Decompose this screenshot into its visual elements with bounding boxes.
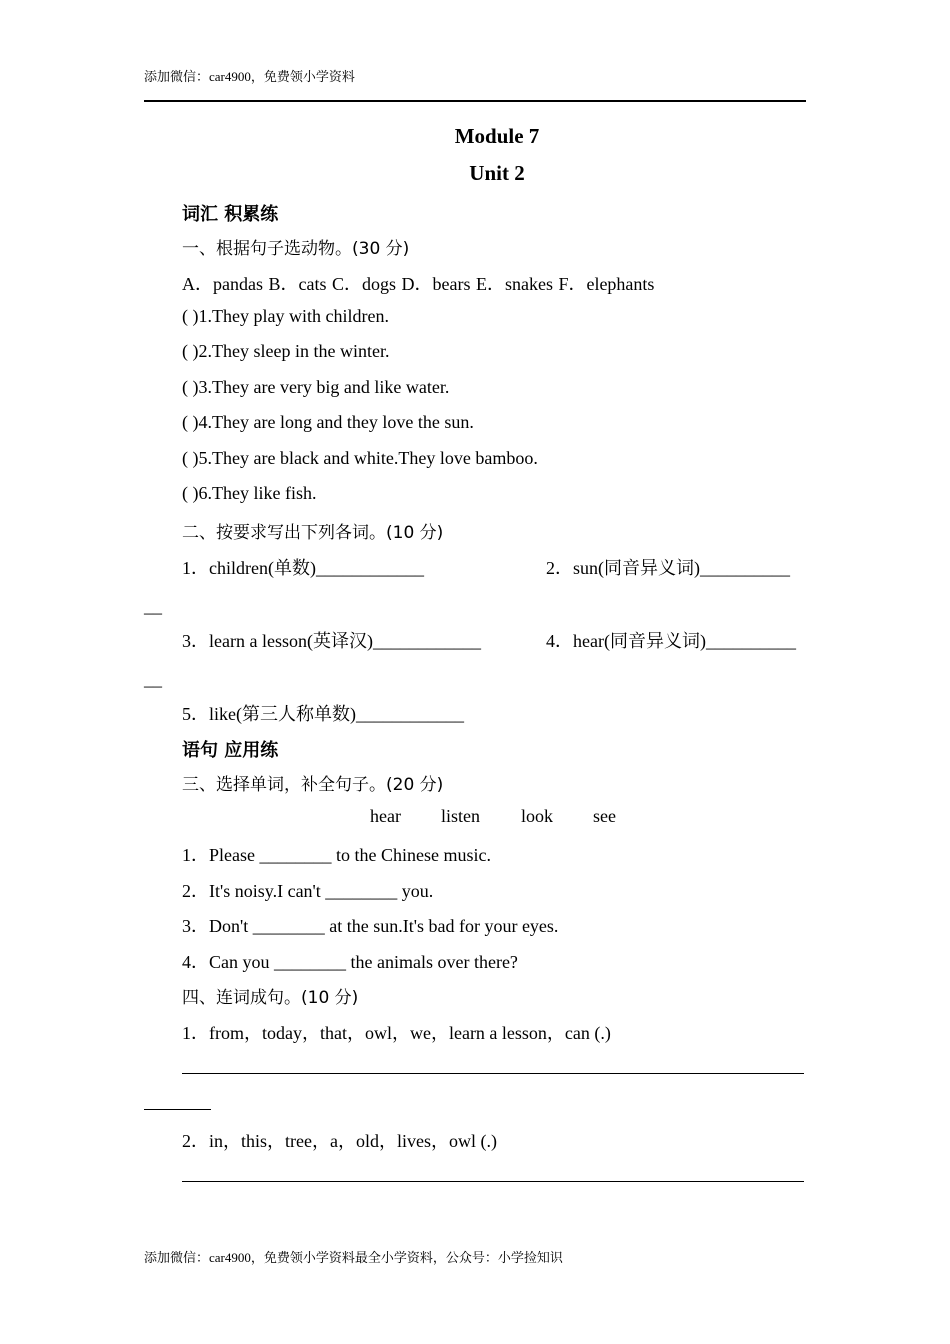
page-footer: 添加微信：car4900，免费领小学资料最全小学资料，公众号：小学捡知识 — [144, 1250, 563, 1265]
part3-item: 1．Please ________ to the Chinese music. — [182, 845, 491, 865]
part4-q2: 2．in，this，tree，a，old，lives，owl (.) — [182, 1131, 497, 1151]
part2-q3: 3．learn a lesson(英译汉)____________ — [182, 631, 481, 651]
part3-item: 3．Don't ________ at the sun.It's bad for your eyes. — [182, 916, 559, 936]
part1-title: 一、根据句子选动物。(30 分) — [182, 239, 410, 259]
word-bank-word: listen — [441, 806, 480, 826]
part1-item: ( )3.They are very big and like water. — [182, 377, 450, 397]
part2-q1: 1．children(单数)____________ — [182, 558, 424, 578]
answer-line — [182, 1181, 804, 1182]
part3-item: 4．Can you ________ the animals over there? — [182, 952, 518, 972]
part2-q4-wrap: __ — [144, 669, 162, 689]
sentence-heading: 语句 应用练 — [182, 740, 279, 761]
answer-line — [182, 1073, 804, 1074]
part1-item: ( )5.They are black and white.They love bamboo. — [182, 448, 538, 468]
word-bank-word: see — [593, 806, 616, 826]
part1-item: ( )4.They are long and they love the sun. — [182, 412, 474, 432]
answer-line-wrap — [144, 1109, 211, 1110]
part1-item: ( )1.They play with children. — [182, 306, 389, 326]
part4-title: 四、连词成句。(10 分) — [182, 988, 359, 1008]
part1-options: A．pandas B．cats C．dogs D．bears E．snakes F．elephants — [182, 274, 655, 294]
word-bank-word: look — [521, 806, 554, 826]
part3-item: 2．It's noisy.I can't ________ you. — [182, 881, 434, 901]
part4-q1: 1．from，today，that，owl，we，learn a lesson，can (.) — [182, 1023, 611, 1043]
module-title: Module 7 — [454, 124, 540, 148]
part3-title: 三、选择单词，补全句子。(20 分) — [182, 775, 444, 795]
page-header: 添加微信：car4900，免费领小学资料 — [144, 69, 355, 84]
unit-title: Unit 2 — [469, 161, 525, 185]
part2-title: 二、按要求写出下列各词。(10 分) — [182, 523, 444, 543]
part2-q5: 5．like(第三人称单数)____________ — [182, 704, 464, 724]
part1-item: ( )2.They sleep in the winter. — [182, 341, 390, 361]
part2-q2: 2．sun(同音异义词)__________ — [546, 558, 790, 578]
header-rule — [144, 100, 806, 102]
vocab-heading: 词汇 积累练 — [182, 204, 279, 225]
part2-q2-wrap: __ — [144, 596, 162, 616]
word-bank-word: hear — [370, 806, 401, 826]
part2-q4: 4．hear(同音异义词)__________ — [546, 631, 796, 651]
part1-item: ( )6.They like fish. — [182, 483, 317, 503]
